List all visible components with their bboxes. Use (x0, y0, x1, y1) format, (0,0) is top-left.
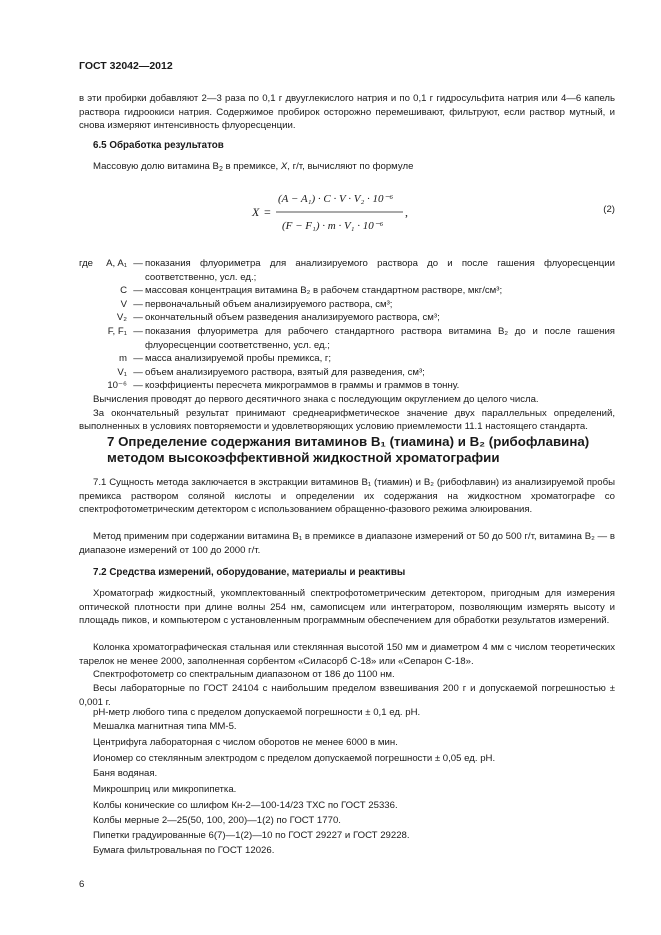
equipment-item: Мешалка магнитная типа ММ-5. (93, 721, 237, 732)
def-symbol: A, A₁ (106, 258, 127, 269)
equipment-item: Иономер со стеклянным электродом с пределом допускаемой погрешности ± 0,05 ед. рН. (93, 753, 496, 764)
def-text: первоначальный объем анализируемого раствора, см³; (145, 298, 393, 310)
document-header: ГОСТ 32042—2012 (79, 60, 173, 72)
where-word: где (79, 258, 94, 269)
section-6-5-title: 6.5 Обработка результатов (93, 140, 224, 151)
definition-item: F, F₁ — показания флуориметра для рабочего стандартного раствора витамина В₂ до и после гашения флуоресценции соответственно, усл. ед.; (79, 325, 615, 352)
def-symbol: V₂ (116, 312, 127, 324)
section-7-title-line1: 7 Определение содержания витаминов В₁ (тиамина) и В₂ (рибофлавина) (107, 434, 590, 449)
def-symbol: m (119, 353, 127, 365)
definition-item: V₁ — объем анализируемого раствора, взятый для разведения, см³; (79, 366, 615, 380)
def-text: окончательный объем разведения анализируемого раствора, см³; (145, 312, 440, 324)
equipment-item: Бумага фильтровальная по ГОСТ 12026. (93, 845, 275, 856)
definition-item: C — массовая концентрация витамина В₂ в рабочем стандартном растворе, мкг/см³; (79, 284, 615, 298)
definition-item: V₂ — окончательный объем разведения анализируемого раствора, см³; (79, 311, 615, 325)
paragraph-7-1-range: Метод применим при содержании витамина В₁ в премиксе в диапазоне измерений от 50 до 500 г/т, витамина В₂ — в диапазоне измерений от 100 до 2000 г/т. (79, 531, 615, 556)
formula-numerator: (A − A₁) · C · V · V₂ · 10⁻⁶ (278, 193, 394, 205)
section-7-2-title: 7.2 Средства измерений, оборудование, материалы и реактивы (93, 567, 406, 578)
column-paragraph: Колонка хроматографическая стальная или стеклянная высотой 150 мм и диаметром 4 мм с числом теоретических тарелок не менее 2000, заполненная сорбентом «Силасорб С-18» или «Сепарон С-18». (79, 642, 615, 667)
equipment-item: Баня водяная. (93, 768, 158, 779)
formula-lhs: X (252, 205, 260, 219)
page-number: 6 (79, 879, 85, 890)
spectrophotometer-paragraph: Спектрофотометр со спектральным диапазоном от 186 до 1100 нм. (93, 669, 395, 680)
formula-equals: = (264, 205, 271, 219)
equipment-item: Колбы мерные 2—25(50, 100, 200)—1(2) по ГОСТ 1770. (93, 815, 341, 826)
chromatograph-paragraph: Хроматограф жидкостный, укомплектованный спектрофотометрическим детектором, пригодным для измерения оптической плотности при длине волны 254 нм, самописцем или интегратором, позволяющим измерять высоту и площадь пиков, и компьютером с установленным программным обеспечением для обработки результатов измерений. (79, 588, 615, 627)
def-text: объем анализируемого раствора, взятый для разведения, см³; (145, 366, 425, 378)
def-text: показания флуориметра для рабочего стандартного раствора витамина В₂ до и после гашения флуоресценции соответственно, усл. ед.; (145, 325, 615, 351)
scales-paragraph: Весы лабораторные по ГОСТ 24104 с наибольшим пределом взвешивания 200 г и допускаемой погрешностью ± 0,001 г. (79, 683, 615, 708)
section-6-5-lead: Массовую долю витамина $В_2$ в премиксе, X, г/т, вычисляют по формуле (93, 161, 414, 173)
equipment-item: Пипетки градуированные 6(7)—1(2)—10 по ГОСТ 29227 и ГОСТ 29228. (93, 830, 410, 841)
formula-number: (2) (603, 204, 615, 215)
definitions-list (79, 257, 615, 434)
equipment-item: рН-метр любого типа с пределом допускаемой погрешности ± 0,1 ед. рН. (93, 707, 421, 718)
section-7-title-line2: методом высокоэффективной жидкостной хроматографии (107, 450, 500, 465)
definition-item: m — масса анализируемой пробы премикса, г; (79, 352, 615, 366)
calc-note: Вычисления проводят до первого десятичного знака с последующим округлением до целого числа. (93, 393, 539, 405)
def-text: масса анализируемой пробы премикса, г; (145, 353, 332, 365)
formula-denominator: (F − F₁) · m · V₁ · 10⁻⁶ (282, 220, 384, 232)
definition-item: V — первоначальный объем анализируемого раствора, см³; (79, 298, 615, 312)
final-result-paragraph: За окончательный результат принимают среднеарифметическое значение двух параллельных определений, выполненных в условиях повторяемости и удовлетворяющих условию приемлемости 11.1 настоящего стандарта. (79, 407, 615, 433)
equipment-item: Колбы конические со шлифом Кн-2—100-14/23 ТХС по ГОСТ 25336. (93, 800, 398, 811)
formula-svg (250, 183, 615, 247)
paragraph-7-1: 7.1 Сущность метода заключается в экстракции витаминов В₁ (тиамин) и В₂ (рибофлавин) из анализируемой пробы премикса раствором соляной кислоты и определении их содержания на жидкостном хроматографе со спектрофотометрическим детектором с использованием обращенно-фазового режима элюирования. (79, 477, 615, 516)
formula-trail: , (405, 205, 408, 219)
section-7-title (107, 434, 607, 466)
def-symbol: V₁ (117, 366, 127, 378)
intro-paragraph: в эти пробирки добавляют 2—3 раза по 0,1 г двууглекислого натрия и по 0,1 г гидросульфита натрия или 4—6 капель раствора гидроокиси натрия. Содержимое пробирок осторожно перемешивают, фильтруют, если раствор мутный, и снова измеряют интенсивность флуоресценции. (79, 93, 615, 132)
def-text: массовая концентрация витамина В₂ в рабочем стандартном растворе, мкг/см³; (145, 285, 503, 297)
equipment-item: Центрифуга лабораторная с числом оборотов не менее 6000 в мин. (93, 737, 398, 748)
def-text: показания флуориметра для анализируемого раствора до и после гашения флуоресценции соответственно, усл. ед.; (145, 258, 615, 283)
def-symbol: V (120, 298, 127, 310)
def-text: коэффициенты пересчета микрограммов в граммы и граммов в тонну. (145, 380, 460, 392)
def-symbol: C (120, 285, 127, 297)
equipment-item: Микрошприц или микропипетка. (93, 784, 237, 795)
formula-2 (250, 183, 615, 247)
def-symbol: F, F₁ (107, 325, 127, 337)
definition-item: 10⁻⁶ — коэффициенты пересчета микрограммов в граммы и граммов в тонну. (79, 379, 615, 393)
definition-item: где A, A₁ — показания флуориметра для анализируемого раствора до и после гашения флуоресценции соответственно, усл. ед.; (79, 258, 615, 283)
def-symbol: 10⁻⁶ (107, 380, 127, 392)
